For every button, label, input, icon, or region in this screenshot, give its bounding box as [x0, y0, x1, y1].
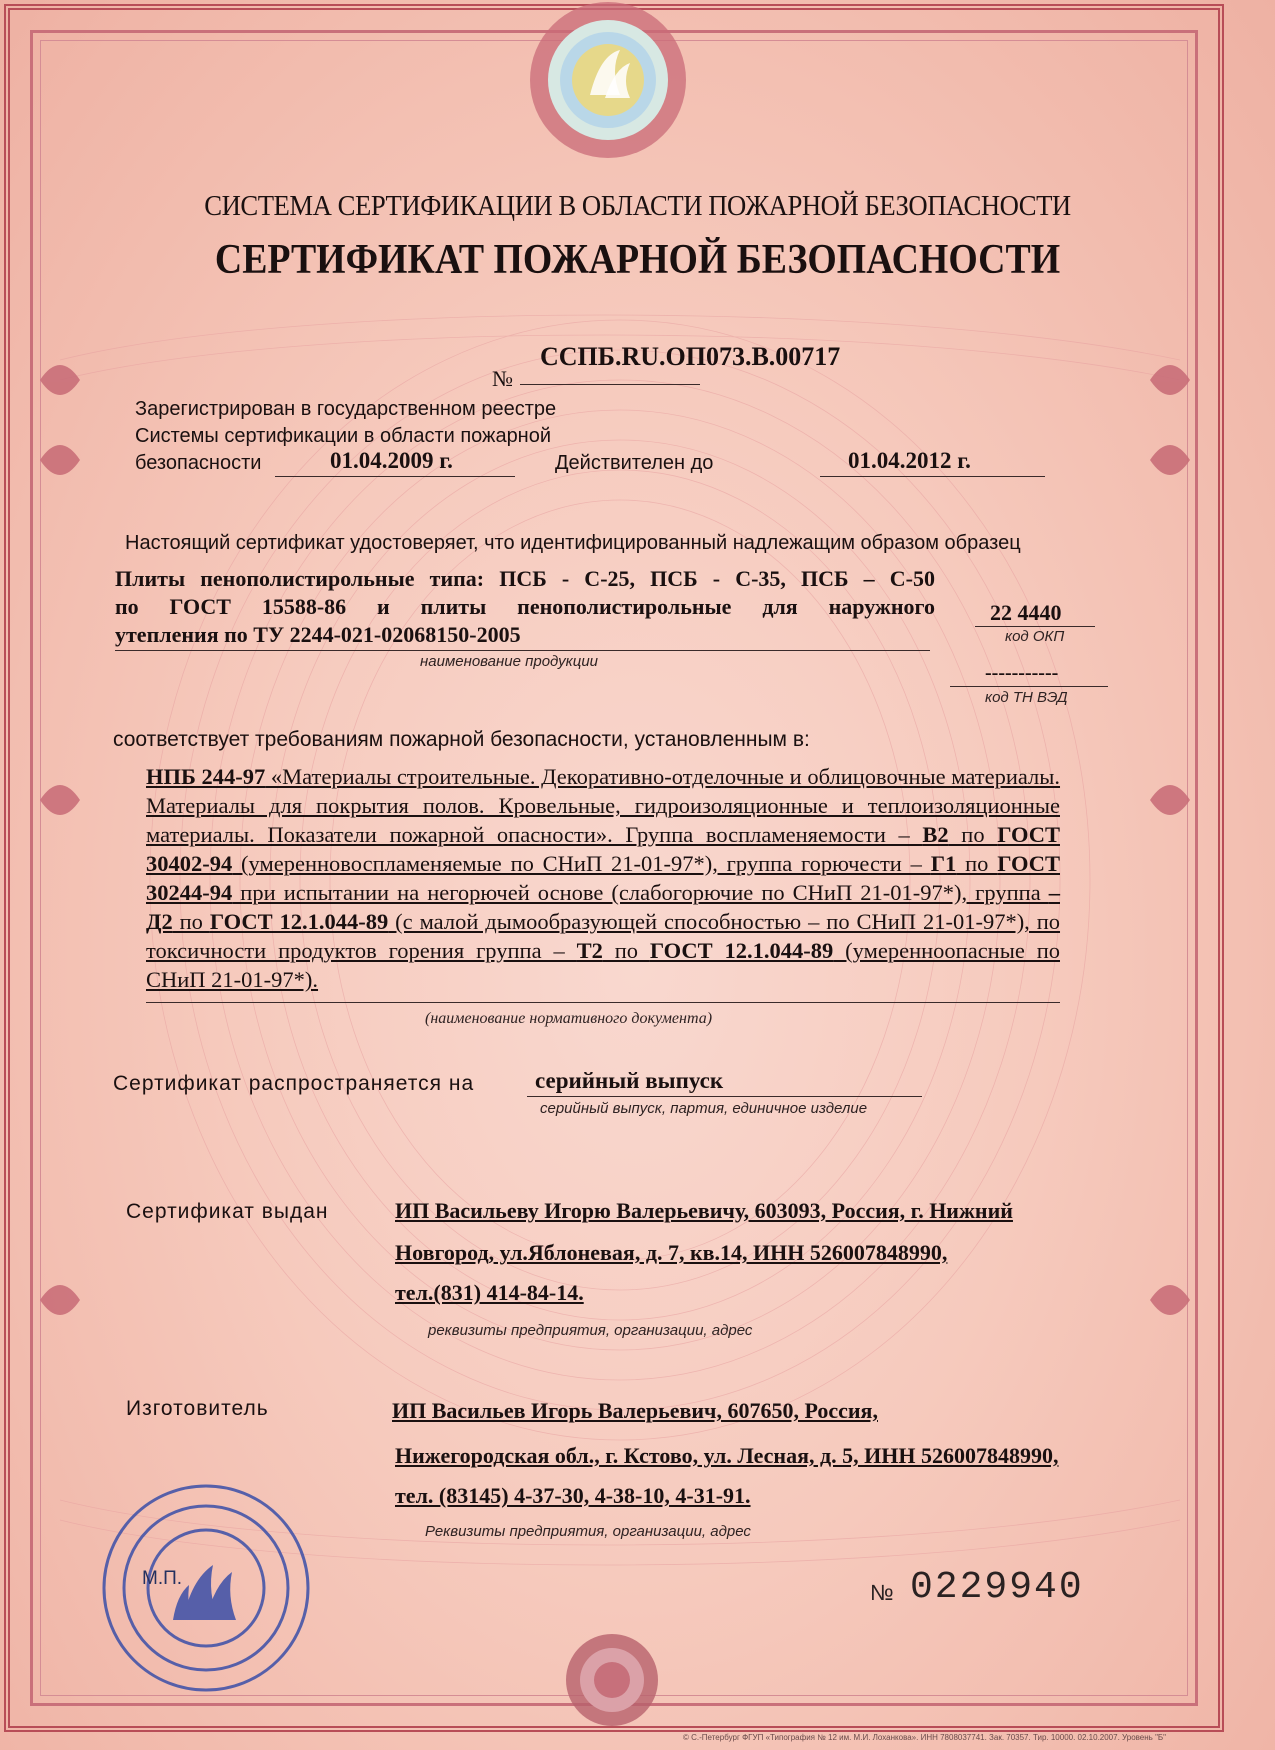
manufacturer-label: Изготовитель — [126, 1397, 269, 1420]
serial-number: 0229940 — [910, 1566, 1084, 1609]
valid-until-date: 01.04.2012 г. — [848, 448, 971, 473]
scope-caption: серийный выпуск, партия, единичное изделие — [540, 1100, 868, 1117]
product-name — [115, 565, 935, 649]
system-title: СИСТЕМА СЕРТИФИКАЦИИ В ОБЛАСТИ ПОЖАРНОЙ БЕЗОПАСНОСТИ — [204, 190, 1071, 222]
norm-npb: НПБ 244-97 — [146, 764, 266, 789]
okp-code: 22 4440 — [990, 600, 1062, 625]
certificate-number-sign: № — [492, 366, 513, 391]
certificate-number-underline — [520, 384, 700, 385]
norm-caption: (наименование нормативного документа) — [425, 1010, 713, 1027]
norm-text-1: «Материалы строительные. Декоративно-отделочные и облицовочные материалы. Материалы для покрытия полов. Кровельные, гидроизоляционные и теплоизоляционные материалы. Показатели пожарной опасности». Группа воспламеняемости – — [146, 764, 1061, 847]
manufacturer-line1: ИП Васильев Игорь Валерьевич, 607650, Россия, — [392, 1398, 878, 1423]
norm-text-3: (умеренновоспламеняемые по СНиП 21-01-97*), группа горючести – — [232, 851, 931, 876]
norm-text-8: по — [602, 938, 650, 963]
product-line1: Плиты пенополистирольные типа: ПСБ - С-25, ПСБ - С-35, ПСБ – С-50 — [115, 566, 935, 591]
tnved-code: ----------- — [985, 662, 1059, 684]
scope-underline — [527, 1096, 922, 1097]
printer-imprint: © С.-Петербург ФГУП «Типография № 12 им. М.И. Лоханкова». ИНН 7808037741. Зак. 70357. Тир. 10000. 02.10.2007. Уровень "Б" — [683, 1733, 1166, 1742]
scope-value: серийный выпуск — [535, 1068, 724, 1093]
norm-text-5: при испытании на негорючей основе (слабогорючие по СНиП 21-01-97*), группа — [232, 880, 1049, 905]
issued-caption: реквизиты предприятия, организации, адрес — [428, 1322, 753, 1339]
norm-text-6: по — [172, 909, 210, 934]
registration-line2: Системы сертификации в области пожарной — [135, 425, 552, 447]
manufacturer-line2: Нижегородская обл., г. Кстово, ул. Лесная, д. 5, ИНН 526007848990, — [395, 1443, 1059, 1468]
stamp-mp: М.П. — [142, 1568, 183, 1589]
norm-underline — [146, 1002, 1060, 1003]
product-line2: по ГОСТ 15588-86 и плиты пенополистирольные для наружного — [115, 594, 935, 619]
okp-underline — [975, 626, 1095, 627]
registration-date: 01.04.2009 г. — [330, 448, 453, 473]
product-caption: наименование продукции — [420, 653, 599, 670]
issued-line2: Новгород, ул.Яблоневая, д. 7, кв.14, ИНН 526007848990, — [395, 1240, 948, 1265]
issued-line3: тел.(831) 414-84-14. — [395, 1280, 584, 1305]
issued-label: Сертификат выдан — [126, 1200, 329, 1223]
norm-gost-30402: ГОСТ 30402-94 — [146, 822, 1060, 876]
registration-line3: безопасности — [135, 452, 262, 474]
scope-label: Сертификат распространяется на — [113, 1072, 475, 1095]
norm-text-7: (с малой дымообразующей способностью – по СНиП 21-01-97*), по токсичности продуктов горения группа – — [146, 909, 1061, 963]
serial-sign: № — [870, 1580, 894, 1605]
certificate-number: ССПБ.RU.ОП073.В.00717 — [540, 342, 841, 371]
norm-group-d2: – Д2 — [146, 880, 1060, 934]
norm-group-t2: Т2 — [576, 938, 603, 963]
product-underline — [115, 650, 930, 651]
norm-text-2: по — [948, 822, 998, 847]
norm-gost-12-1: ГОСТ 12.1.044-89 — [209, 909, 389, 934]
certificate-statement: Настоящий сертификат удостоверяет, что идентифицированный надлежащим образом образец — [125, 532, 1021, 554]
product-line3: утепления по ТУ 2244-021-02068150-2005 — [115, 622, 521, 647]
norm-gost-12-1-b: ГОСТ 12.1.044-89 — [649, 938, 834, 963]
compliance-intro: соответствует требованиям пожарной безопасности, установленным в: — [113, 728, 810, 751]
tnved-caption: код ТН ВЭД — [985, 689, 1068, 706]
valid-label: Действителен до — [555, 452, 714, 474]
tnved-underline — [950, 686, 1108, 687]
okp-caption: код ОКП — [1005, 628, 1065, 645]
issued-line1: ИП Васильеву Игорю Валерьевичу, 603093, Россия, г. Нижний — [395, 1198, 1013, 1223]
norm-group-v2: В2 — [922, 822, 949, 847]
organization-stamp — [98, 1470, 318, 1700]
manufacturer-line3: тел. (83145) 4-37-30, 4-38-10, 4-31-91. — [395, 1483, 751, 1508]
registration-date-underline — [275, 476, 515, 477]
norm-group-g1: Г1 — [930, 851, 957, 876]
certificate-title: СЕРТИФИКАТ ПОЖАРНОЙ БЕЗОПАСНОСТИ — [214, 237, 1061, 283]
normative-document — [146, 762, 1060, 994]
norm-text-9: (умеренноопасные по СНиП 21-01-97*). — [146, 938, 1060, 992]
norm-text-4: по — [956, 851, 998, 876]
manufacturer-caption: Реквизиты предприятия, организации, адрес — [425, 1523, 751, 1540]
valid-date-underline — [820, 476, 1045, 477]
registration-line1: Зарегистрирован в государственном реестре — [135, 398, 557, 420]
norm-gost-30244: ГОСТ 30244-94 — [146, 851, 1060, 905]
